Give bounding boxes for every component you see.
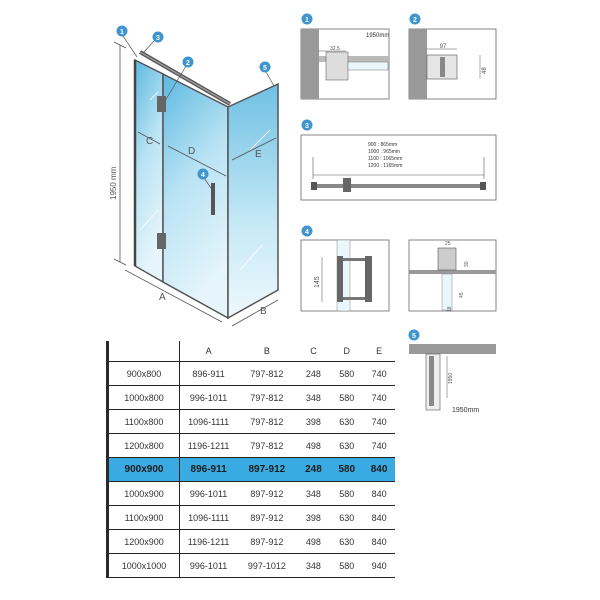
detail-3-line-4: 1200 : 1165mm — [368, 163, 403, 169]
table-cell-size: 1000x800 — [108, 386, 180, 410]
detail-4 — [301, 226, 389, 312]
table-row — [108, 410, 396, 434]
detail-1 — [301, 14, 389, 100]
table-cell-size: 900x900 — [108, 458, 180, 482]
table-cell: 840 — [363, 482, 395, 506]
detail-3-line-2: 1000 : 965mm — [368, 149, 400, 155]
table-cell: 630 — [330, 410, 363, 434]
table-cell: 797-812 — [237, 386, 296, 410]
col-header-d: D — [330, 341, 363, 362]
svg-text:3: 3 — [156, 35, 160, 42]
svg-text:4: 4 — [305, 229, 309, 236]
col-header-size — [108, 341, 180, 362]
svg-text:5: 5 — [412, 333, 416, 340]
table-cell: 1196-1211 — [180, 434, 238, 458]
table-cell-size: 1200x900 — [108, 530, 180, 554]
table-cell: 1096-1111 — [180, 506, 238, 530]
table-cell: 498 — [297, 530, 331, 554]
table-cell: 630 — [330, 506, 363, 530]
dimension-table — [106, 341, 395, 578]
table-cell: 897-912 — [237, 530, 296, 554]
col-header-e: E — [363, 341, 395, 362]
table-cell: 398 — [297, 410, 331, 434]
detail-3 — [301, 120, 496, 201]
height-label: 1950 mm — [109, 166, 118, 200]
detail-2 — [409, 14, 496, 100]
detail-1-dim: 32.5 — [330, 46, 340, 52]
table-cell: 840 — [363, 506, 395, 530]
col-header-b: B — [237, 341, 296, 362]
table-cell: 1196-1211 — [180, 530, 238, 554]
callout-badge-5 — [260, 62, 271, 73]
table-cell: 740 — [363, 386, 395, 410]
table-cell: 996-1011 — [180, 386, 238, 410]
detail-4b-dim-2: 30 — [464, 261, 470, 267]
table-cell: 398 — [297, 506, 331, 530]
table-cell: 797-812 — [237, 410, 296, 434]
table-cell: 1096-1111 — [180, 410, 238, 434]
table-cell: 797-812 — [237, 434, 296, 458]
table-cell: 897-912 — [237, 458, 296, 482]
table-row — [108, 530, 396, 554]
table-cell: 896-911 — [180, 458, 238, 482]
table-cell: 840 — [363, 530, 395, 554]
detail-4-dim: 145 — [314, 276, 321, 288]
svg-text:2: 2 — [413, 17, 417, 24]
table-cell: 940 — [363, 554, 395, 578]
table-row — [108, 506, 396, 530]
table-cell-size: 1000x900 — [108, 482, 180, 506]
table-cell: 348 — [297, 386, 331, 410]
table-cell: 897-912 — [237, 482, 296, 506]
table-cell-size: 1100x900 — [108, 506, 180, 530]
table-row — [108, 482, 396, 506]
callout-badge-3 — [153, 32, 164, 43]
detail-2-height: 48 — [482, 67, 488, 74]
table-cell: 348 — [297, 554, 331, 578]
table-cell-size: 1000x1000 — [108, 554, 180, 578]
table-row — [108, 458, 396, 482]
detail-5-height: 1950mm — [452, 407, 480, 414]
table-cell: 896-911 — [180, 362, 238, 386]
svg-text:1: 1 — [120, 29, 124, 36]
detail-2-width: 97 — [439, 44, 447, 50]
detail-5 — [409, 330, 497, 415]
table-cell: 740 — [363, 410, 395, 434]
table-cell: 580 — [330, 554, 363, 578]
col-header-c: C — [297, 341, 331, 362]
detail-3-line-3: 1100 : 1065mm — [368, 156, 403, 162]
dim-letter-d: D — [188, 146, 196, 157]
detail-1-height: 1950mm — [366, 33, 390, 39]
svg-text:3: 3 — [305, 123, 309, 130]
svg-text:2: 2 — [186, 60, 190, 67]
svg-text:4: 4 — [201, 172, 205, 179]
detail-4b-dim-3: 45 — [459, 292, 465, 298]
table-cell: 248 — [297, 458, 331, 482]
table-cell: 740 — [363, 362, 395, 386]
detail-4b-dim-1: 25 — [445, 241, 451, 247]
table-cell-size: 900x800 — [108, 362, 180, 386]
callout-badge-4 — [198, 169, 209, 180]
hinge-bottom — [157, 233, 166, 249]
table-row — [108, 386, 396, 410]
table-row — [108, 554, 396, 578]
table-cell: 797-812 — [237, 362, 296, 386]
door-handle — [211, 183, 215, 215]
svg-text:5: 5 — [263, 65, 267, 72]
table-cell: 580 — [330, 482, 363, 506]
table-row — [108, 362, 396, 386]
table-cell-size: 1100x800 — [108, 410, 180, 434]
dim-letter-e: E — [255, 149, 262, 160]
table-cell: 630 — [330, 530, 363, 554]
table-cell: 580 — [330, 458, 363, 482]
callout-badge-2 — [183, 57, 194, 68]
detail-3-line-1: 900 : 865mm — [368, 142, 398, 148]
col-header-a: A — [180, 341, 238, 362]
table-cell: 996-1011 — [180, 554, 238, 578]
dim-letter-a: A — [159, 292, 166, 303]
side-panel-e — [228, 84, 278, 318]
svg-text:1: 1 — [305, 17, 309, 24]
table-cell: 580 — [330, 386, 363, 410]
callout-badge-1 — [117, 26, 128, 37]
table-cell: 248 — [297, 362, 331, 386]
table-cell: 348 — [297, 482, 331, 506]
table-cell: 840 — [363, 458, 395, 482]
dim-letter-b: B — [260, 306, 267, 317]
table-cell: 996-1011 — [180, 482, 238, 506]
table-cell-size: 1200x800 — [108, 434, 180, 458]
table-row — [108, 434, 396, 458]
table-cell: 997-1012 — [237, 554, 296, 578]
detail-4b-dim-4: 18 — [447, 306, 453, 312]
door-panel-d — [163, 74, 228, 318]
table-header-row — [108, 341, 396, 362]
table-cell: 498 — [297, 434, 331, 458]
table-cell: 740 — [363, 434, 395, 458]
dim-letter-c: C — [146, 136, 154, 147]
table-cell: 580 — [330, 362, 363, 386]
detail-5-dim: 1950 — [448, 372, 454, 384]
table-cell: 630 — [330, 434, 363, 458]
hinge-top — [157, 96, 166, 112]
table-cell: 897-912 — [237, 506, 296, 530]
detail-4b — [409, 240, 496, 312]
